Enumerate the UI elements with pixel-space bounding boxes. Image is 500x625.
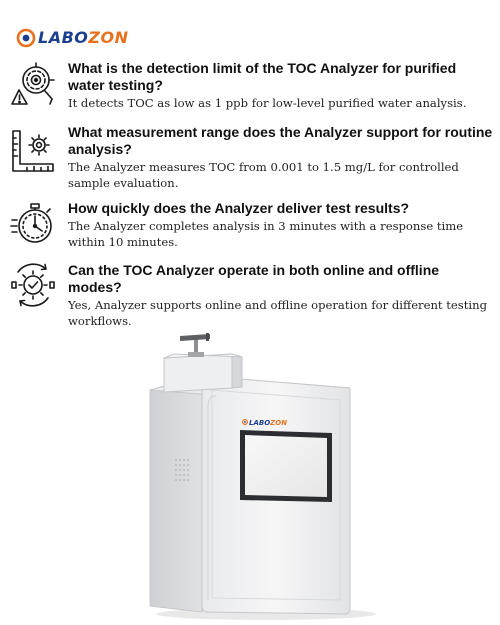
device-brand-label-part1: LABO	[249, 419, 271, 427]
stopwatch-icon	[10, 200, 56, 246]
ruler-gear-icon	[10, 128, 56, 174]
faq-answer: The Analyzer completes analysis in 3 minutes with a response time within 10 minutes.	[68, 219, 464, 249]
online-offline-gear-icon	[10, 262, 56, 308]
device-brand-label	[249, 419, 287, 427]
device-brand-label-part2: ZON	[270, 419, 288, 427]
brand-logo	[16, 27, 128, 49]
faq-question: Can the TOC Analyzer operate in both online and offline modes?	[68, 262, 440, 295]
brand-wordmark-part1: LABO	[38, 28, 89, 47]
detection-warning-icon	[10, 62, 56, 108]
toc-analyzer-device-image	[136, 330, 376, 622]
faq-question: What is the detection limit of the TOC Analyzer for purified water testing?	[68, 60, 457, 93]
faq-answer: The Analyzer measures TOC from 0.001 to 1.5 mg/L for controlled sample evaluation.	[68, 160, 459, 190]
faq-question: What measurement range does the Analyzer support for routine analysis?	[68, 124, 493, 157]
brand-wordmark	[38, 28, 128, 48]
faq-answer: It detects TOC as low as 1 ppb for low-level purified water analysis.	[68, 96, 467, 110]
faq-answer: Yes, Analyzer supports online and offline operation for different testing workflows.	[68, 298, 487, 328]
brand-wordmark-part2: ZON	[88, 28, 129, 47]
brand-logo-mark-icon	[16, 28, 36, 48]
faq-question: How quickly does the Analyzer deliver test results?	[68, 200, 410, 216]
